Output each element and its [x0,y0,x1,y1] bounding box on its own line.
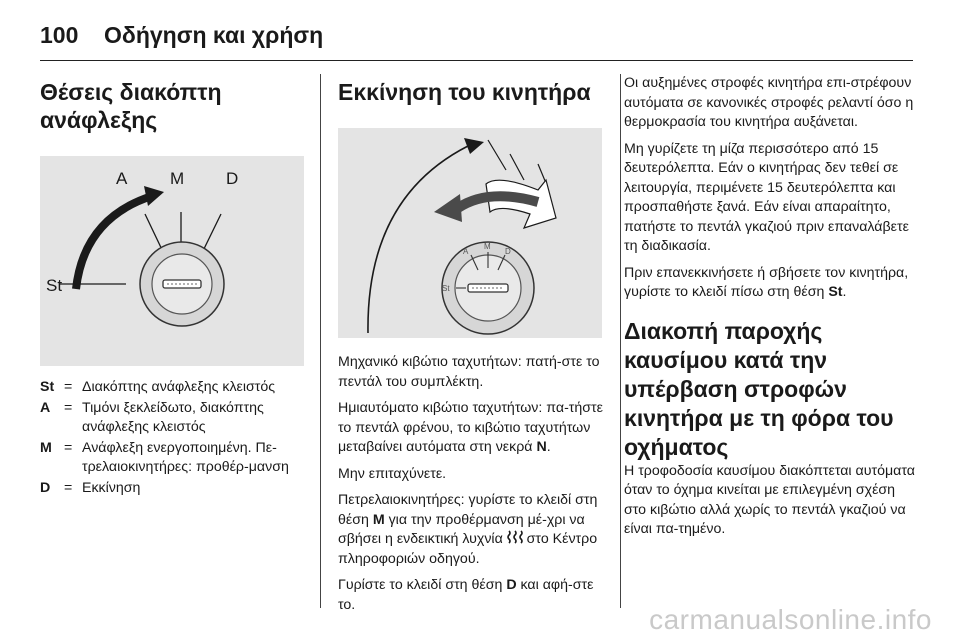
paragraph [338,399,606,458]
position-label-a: A [116,169,128,188]
position-label-m: M [170,169,185,188]
header-rule [40,60,913,61]
paragraph [624,140,916,257]
column-divider [620,74,621,608]
text-span: . [546,439,551,455]
ignition-switch-figure [40,156,304,366]
legend-key: D [40,479,51,496]
engine-start-text [338,353,606,615]
position-label-d: D [505,247,511,256]
section-heading-ignition-positions: Θέσεις διακόπτη ανάφλεξης [40,79,222,133]
legend-equals: = [64,439,73,456]
position-label-st: St [442,284,450,293]
watermark: carmanualsonline.info [649,604,932,635]
text-span: Μη γυρίζετε τη μίζα περισσότερο από 15 δευτερόλεπτα. Εάν ο κινητήρας δεν τεθεί σε λειτουργία, περιμένετε 15 δευτερόλεπτα και προσπαθήστε ξανά. Εάν είναι απαραίτητο, πατήστε το πεντάλ γκαζιού πριν επαναλάβετε τη διαδικασία. [624,140,909,254]
text-span: Η τροφοδοσία καυσίμου διακόπτεται αυτόματα όταν το όχημα κινείται με επιλεγμένη σχέση στο κιβώτιο αλλά χωρίς το πεντάλ γκαζιού να είναι πα-τημένο. [624,462,915,537]
legend-key: A [40,399,51,416]
legend-row [40,439,305,478]
paragraph [338,576,606,615]
ignition-switch-illustration [40,156,304,366]
position-label-st: St [46,276,63,295]
paragraph [338,491,606,569]
position-label-a: A [463,247,469,256]
bold-term: St [828,284,843,300]
text-span: στο Κέντρο πληροφοριών οδηγού. [338,531,598,567]
legend-description: Διακόπτης ανάφλεξης κλειστός [82,379,276,395]
legend-equals: = [64,399,73,416]
position-label-m: M [484,242,491,251]
legend-equals: = [64,379,73,395]
text-span: Πριν επανεκκινήσετε ή σβήσετε τον κινητήρα, γυρίστε το κλειδί πίσω στη θέση [624,264,909,300]
legend-description: Εκκίνηση [82,479,141,496]
text-span: Γυρίστε το κλειδί στη θέση [338,577,507,593]
legend-key: St [40,379,55,395]
text-span: . [842,284,847,300]
legend-row [40,479,305,499]
page-title: Οδήγηση και χρήση [104,22,324,48]
glow-plug-icon [507,530,523,544]
paragraph [624,462,916,540]
engine-start-figure [338,128,602,338]
position-label-d: D [226,169,239,188]
text-span: Πετρελαιοκινητήρες: γυρίστε το κλειδί στη θέση [338,492,598,528]
column-engine-start [338,74,606,622]
legend-row [40,378,305,398]
legend-row [40,399,305,438]
bold-term: D [506,577,517,593]
text-span: Οι αυξημένες στροφές κινητήρα επι-στρέφουν αυτόματα σε κανονικές στροφές ρελαντί όσο η θερμοκρασία του κινητήρα αυξάνεται. [624,75,914,130]
text-span: και αφή-στε το. [338,577,594,613]
position-legend [40,378,305,498]
column-ignition-positions [40,74,305,499]
paragraph [338,353,606,392]
text-span: Μηχανικό κιβώτιο ταχυτήτων: πατή-στε το πεντάλ του συμπλέκτη. [338,354,600,390]
legend-key: M [40,439,52,456]
engine-start-illustration [338,128,602,338]
text-span: Μην επιταχύνετε. [338,465,447,482]
paragraph [338,465,606,485]
bold-term: N [536,439,547,455]
section-heading-fuel-cutoff: Διακοπή παροχής καυσίμου κατά την υπέρβαση στροφών κινητήρα με τη φόρα του οχήματος [624,317,894,460]
legend-equals: = [64,479,73,496]
paragraph [624,74,916,133]
page-number: 100 [40,22,79,48]
text-span: Ημιαυτόματο κιβώτιο ταχυτήτων: πα-τήστε το πεντάλ φρένου, το κιβώτιο ταχυτήτων μεταβαίνει αυτόματα στη νεκρά [338,400,603,455]
legend-description: Τιμόνι ξεκλείδωτο, διακόπτης ανάφλεξης κλειστός [82,399,264,435]
text-span: για την προθέρμανση μέ-χρι να σβήσει η ενδεικτική λυχνία [338,511,585,547]
section-heading-engine-start: Εκκίνηση του κινητήρα [338,79,591,105]
column-continued [624,74,916,547]
column-divider [320,74,321,608]
bold-term: M [372,511,385,528]
paragraph [624,264,916,303]
legend-description: Ανάφλεξη ενεργοποιημένη. Πε-τρελαιοκινητήρες: προθέρ-μανση [82,439,289,475]
